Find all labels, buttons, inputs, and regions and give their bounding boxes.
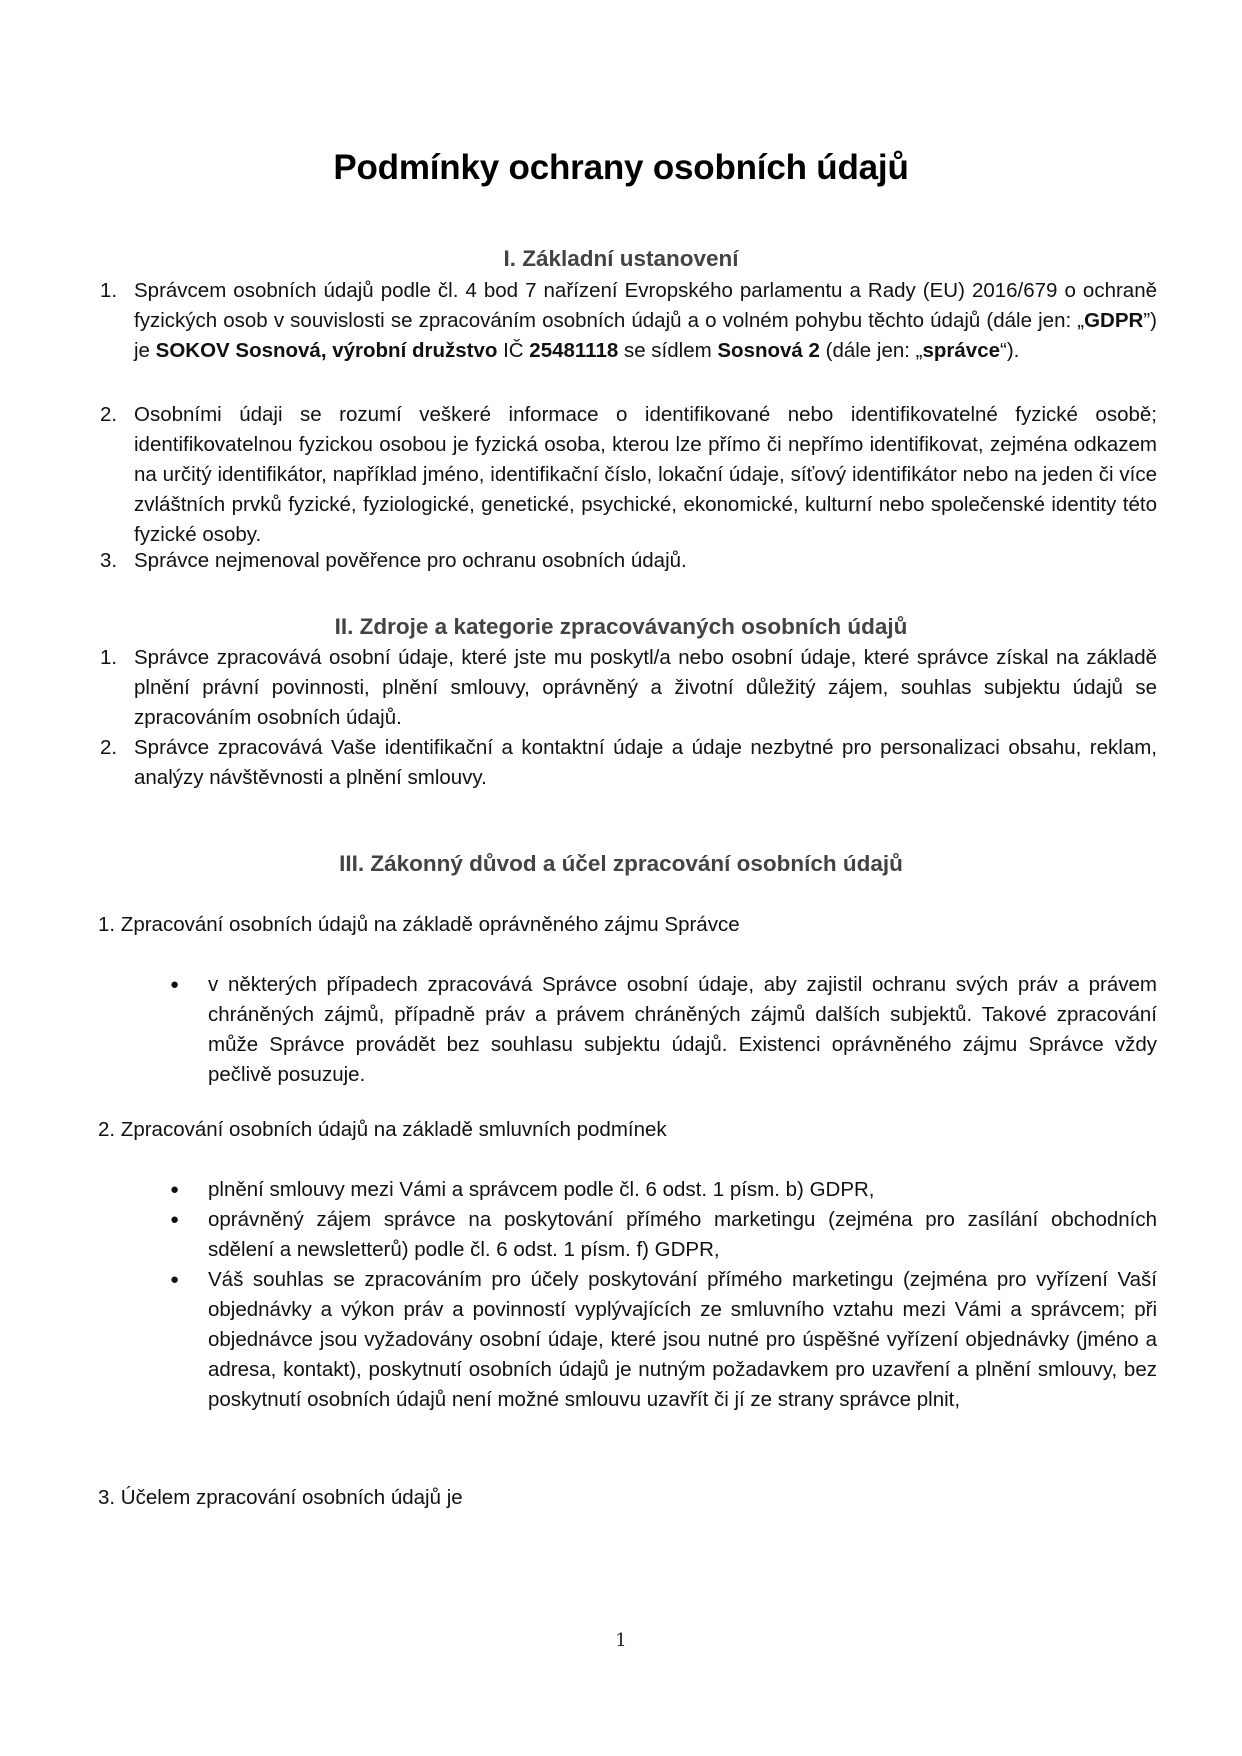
- subsection-2-bullet-2: [170, 1205, 1157, 1265]
- item-number: 2.: [100, 403, 118, 426]
- section-1-item-1: [100, 276, 1157, 366]
- bullet-text: oprávněný zájem správce na poskytování přímého marketingu (zejména pro zasílání obchodních sdělení a newsletterů) podle čl. 6 odst. 1 písm. f) GDPR,: [208, 1208, 1157, 1261]
- bullet-icon: ●: [170, 976, 180, 993]
- bullet-icon: ●: [170, 1211, 180, 1228]
- gdpr-term: GDPR: [1084, 309, 1144, 332]
- item-text: Správce zpracovává osobní údaje, které jste mu poskytl/a nebo osobní údaje, které správce získal na základě plnění právní povinnosti, plnění smlouvy, oprávněný a životní důležitý zájem, souhlas subjektu údajů se zpracováním osobních údajů.: [134, 646, 1157, 729]
- item-number: 1.: [100, 646, 118, 669]
- subsection-2-bullet-3: [170, 1265, 1157, 1415]
- section-2-item-2: [100, 733, 1157, 793]
- item-text: Správce zpracovává Vaše identifikační a kontaktní údaje a údaje nezbytné pro personalizaci obsahu, reklam, analýzy návštěvnosti a plnění smlouvy.: [134, 736, 1157, 789]
- text-run: (dále jen: „: [819, 339, 923, 362]
- subsection-2-label: 2. Zpracování osobních údajů na základě smluvních podmínek: [98, 1118, 667, 1141]
- bullet-text: Váš souhlas se zpracováním pro účely poskytování přímého marketingu (zejména pro vyřízení Vaší objednávky a výkon práv a povinností vyplývajících ze smluvního vztahu mezi Vámi a správcem; při objednávce jsou vyžadovány osobní údaje, které jsou nutné pro úspěšné vyřízení objednávky (jméno a adresa, kontakt), poskytnutí osobních údajů je nutným požadavkem pro uzavření a plnění smlouvy, bez poskytnutí osobních údajů není možné smlouvu uzavřít či jí ze strany správce plnit,: [208, 1268, 1157, 1411]
- item-number: 3.: [100, 549, 118, 572]
- section-2-item-1: [100, 643, 1157, 733]
- item-text: Správce nejmenoval pověřence pro ochranu osobních údajů.: [134, 549, 687, 572]
- section-1-item-2: [100, 400, 1157, 550]
- subsection-1-label: 1. Zpracování osobních údajů na základě oprávněného zájmu Správce: [98, 913, 740, 936]
- subsection-1-bullet-1: [170, 970, 1157, 1090]
- text-run: Správcem osobních údajů podle čl. 4 bod 7 nařízení Evropského parlamentu a Rady (EU) 2016/679 o ochraně fyzických osob v souvislosti se zpracováním osobních údajů a o volném pohybu těchto údajů (dále jen: „: [134, 279, 1157, 332]
- bullet-text: plnění smlouvy mezi Vámi a správcem podle čl. 6 odst. 1 písm. b) GDPR,: [208, 1178, 875, 1201]
- subsection-2-bullet-1: [170, 1175, 1157, 1205]
- item-number: 2.: [100, 736, 118, 759]
- document-title: Podmínky ochrany osobních údajů: [333, 148, 909, 187]
- section-1-item-3: [100, 546, 1157, 576]
- text-run: IČ: [497, 339, 530, 362]
- text-run: se sídlem: [618, 339, 718, 362]
- controller-term: správce: [922, 339, 1000, 362]
- text-run: “).: [1000, 339, 1020, 362]
- item-number: 1.: [100, 279, 118, 302]
- section-heading-2: II. Zdroje a kategorie zpracovávaných osobních údajů: [334, 614, 908, 639]
- subsection-3-label: 3. Účelem zpracování osobních údajů je: [98, 1486, 463, 1509]
- bullet-text: v některých případech zpracovává Správce osobní údaje, aby zajistil ochranu svých práv a právem chráněných zájmů, případně práv a právem chráněných zájmů dalších subjektů. Takové zpracování může Správce provádět bez souhlasu subjektu údajů. Existenci oprávněného zájmu Správce vždy pečlivě posuzuje.: [208, 973, 1157, 1086]
- item-text: Osobními údaji se rozumí veškeré informace o identifikované nebo identifikovatelné fyzické osobě; identifikovatelnou fyzickou osobou je fyzická osoba, kterou lze přímo či nepřímo identifikovat, zejména odkazem na určitý identifikátor, například jméno, identifikační číslo, lokační údaje, síťový identifikátor nebo na jeden či více zvláštních prvků fyzické, fyziologické, genetické, psychické, ekonomické, kulturní nebo společenské identity této fyzické osoby.: [134, 403, 1157, 546]
- bullet-icon: ●: [170, 1271, 180, 1288]
- section-heading-1: I. Základní ustanovení: [503, 246, 739, 271]
- page-number: 1: [615, 1630, 627, 1651]
- controller-name: SOKOV Sosnová, výrobní družstvo: [155, 339, 498, 362]
- bullet-icon: ●: [170, 1181, 180, 1198]
- controller-address: Sosnová 2: [717, 339, 820, 362]
- company-id: 25481118: [529, 339, 619, 362]
- section-heading-3: III. Zákonný důvod a účel zpracování osobních údajů: [339, 851, 903, 876]
- text-run: ”) je: [134, 309, 1157, 362]
- item-text: [134, 276, 1157, 366]
